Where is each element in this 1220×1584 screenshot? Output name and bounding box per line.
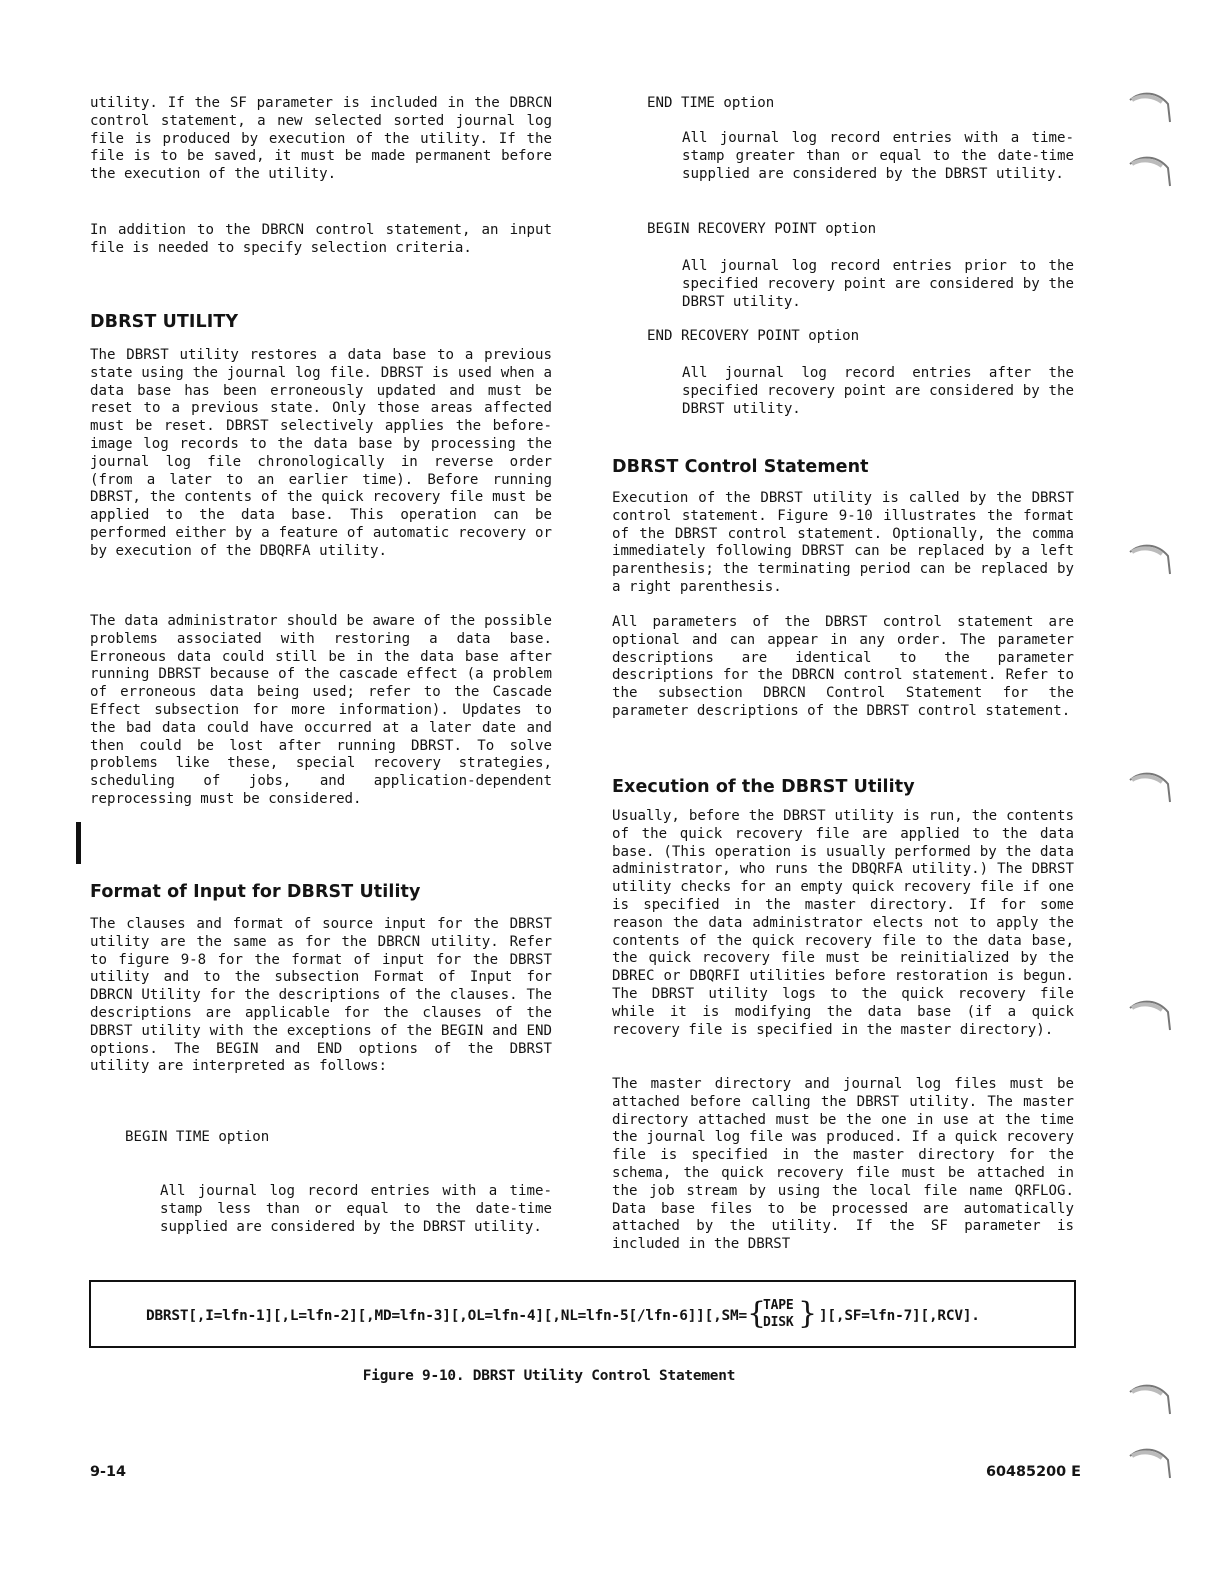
change-bar (76, 822, 81, 864)
sm-option-brace (747, 1298, 819, 1334)
option-heading-end-time: END TIME option (647, 95, 775, 111)
binder-hole-mark (1124, 88, 1176, 128)
binder-hole-mark (1124, 152, 1176, 192)
paragraph: Usually, before the DBRST utility is run, the contents of the quick recovery file are applied to the data base. (This operation is usually performed by the data administrator, who runs the DBQRFA utility.) The DBRST utility checks for an empty quick recovery file if one is specified in the master directory. If for some reason the data administrator elects not to apply the contents of the quick recovery file to the data base, the quick recovery file must be reinitialized by the DBREC or DBQRFI utilities before restoration is begun. The DBRST utility logs to the quick recovery file while it is modifying the data base (if a quick recovery file is specified in the master directory). (612, 808, 1074, 1038)
figure-caption: Figure 9-10. DBRST Utility Control Statement (362, 1368, 736, 1384)
right-brace-glyph: } (798, 1296, 817, 1331)
paragraph: All parameters of the DBRST control statement are optional and can appear in any order. The parameter descriptions are identical to the parameter descriptions for the DBRCN control statement. Refer to the subsection DBRCN Control Statement for the parameter descriptions of the DBRST control statement. (612, 614, 1074, 719)
binder-hole-mark (1124, 1444, 1176, 1484)
paragraph: utility. If the SF parameter is included in the DBRCN control statement, a new selected sorted journal log file is produced by execution of the utility. If the file is to be saved, it must be made permanent before the execution of the utility. (90, 95, 552, 183)
option-disk: DISK (762, 1315, 794, 1330)
binder-hole-mark (1124, 768, 1176, 808)
paragraph: The DBRST utility restores a data base to a previous state using the journal log file. DBRST is used when a data base has been erroneously updated and must be reset to a previous state. Only those areas affected must be reset. DBRST selectively applies the before-image log records to the data base by processing the journal log file chronologically in reverse order (from a later to an earlier time). Before running DBRST, the contents of the quick recovery file must be applied to the data base. This operation can be performed either by a feature of automatic recovery or by execution of the DBQRFA utility. (90, 347, 552, 559)
page-number: 9-14 (90, 1464, 127, 1480)
option-description: All journal log record entries with a time-stamp greater than or equal to the date-time supplied are considered by the DBRST utility. (682, 130, 1074, 182)
option-heading-begin-time: BEGIN TIME option (125, 1129, 270, 1145)
document-number: 60485200 E (986, 1464, 1081, 1480)
option-description: All journal log record entries prior to the specified recovery point are considered by the DBRST utility. (682, 258, 1074, 310)
option-heading-begin-recovery-point: BEGIN RECOVERY POINT option (647, 221, 877, 237)
section-heading-execution: Execution of the DBRST Utility (612, 777, 915, 797)
option-description: All journal log record entries with a time-stamp less than or equal to the date-time supplied are considered by the DBRST utility. (160, 1183, 552, 1235)
section-heading-format-of-input: Format of Input for DBRST Utility (90, 882, 421, 902)
section-heading-dbrst-utility: DBRST UTILITY (90, 312, 239, 332)
paragraph: In addition to the DBRCN control statement, an input file is needed to specify selection criteria. (90, 222, 552, 256)
option-tape: TAPE (762, 1298, 794, 1313)
statement-suffix: ][,SF=lfn-7][,RCV]. (818, 1308, 980, 1324)
paragraph: The clauses and format of source input for the DBRST utility are the same as for the DBRCN utility. Refer to figure 9-8 for the format of input for the DBRST utility and to the subsection Format of Input for DBRCN Utility for the descriptions of the clauses. The descriptions are applicable for the clauses of the DBRST utility with the exceptions of the BEGIN and END options. The BEGIN and END options of the DBRST utility are interpreted as follows: (90, 916, 552, 1075)
paragraph: Execution of the DBRST utility is called by the DBRST control statement. Figure 9-10 illustrates the format of the DBRST control statement. Optionally, the comma immediately following DBRST can be replaced by a left parenthesis; the terminating period can be replaced by a right parenthesis. (612, 490, 1074, 595)
option-heading-end-recovery-point: END RECOVERY POINT option (647, 328, 860, 344)
section-heading-control-statement: DBRST Control Statement (612, 457, 869, 477)
statement-prefix: DBRST[,I=lfn-1][,L=lfn-2][,MD=lfn-3][,OL=lfn-4][,NL=lfn-5[/lfn-6]][,SM= (146, 1308, 747, 1324)
left-brace-glyph: { (746, 1296, 766, 1331)
control-statement-syntax (146, 1298, 980, 1334)
binder-hole-mark (1124, 540, 1176, 580)
binder-hole-mark (1124, 1380, 1176, 1420)
paragraph: The master directory and journal log files must be attached before calling the DBRST utility. The master directory attached must be the one in use at the time the journal log file was produced. If a quick recovery file is specified in the master directory for the schema, the quick recovery file must be attached in the job stream by using the local file name QRFLOG. Data base files to be processed are automatically attached by the utility. If the SF parameter is included in the DBRST (612, 1076, 1074, 1253)
binder-hole-mark (1124, 996, 1176, 1036)
option-description: All journal log record entries after the specified recovery point are considered by the DBRST utility. (682, 365, 1074, 417)
paragraph: The data administrator should be aware of the possible problems associated with restoring a data base. Erroneous data could still be in the data base after running DBRST because of the cascade effect (a problem of erroneous data being used; refer to the Cascade Effect subsection for more information). Updates to the bad data could have occurred at a later date and then could be lost after running DBRST. To solve problems like these, special recovery strategies, scheduling of jobs, and application-dependent reprocessing must be considered. (90, 613, 552, 807)
